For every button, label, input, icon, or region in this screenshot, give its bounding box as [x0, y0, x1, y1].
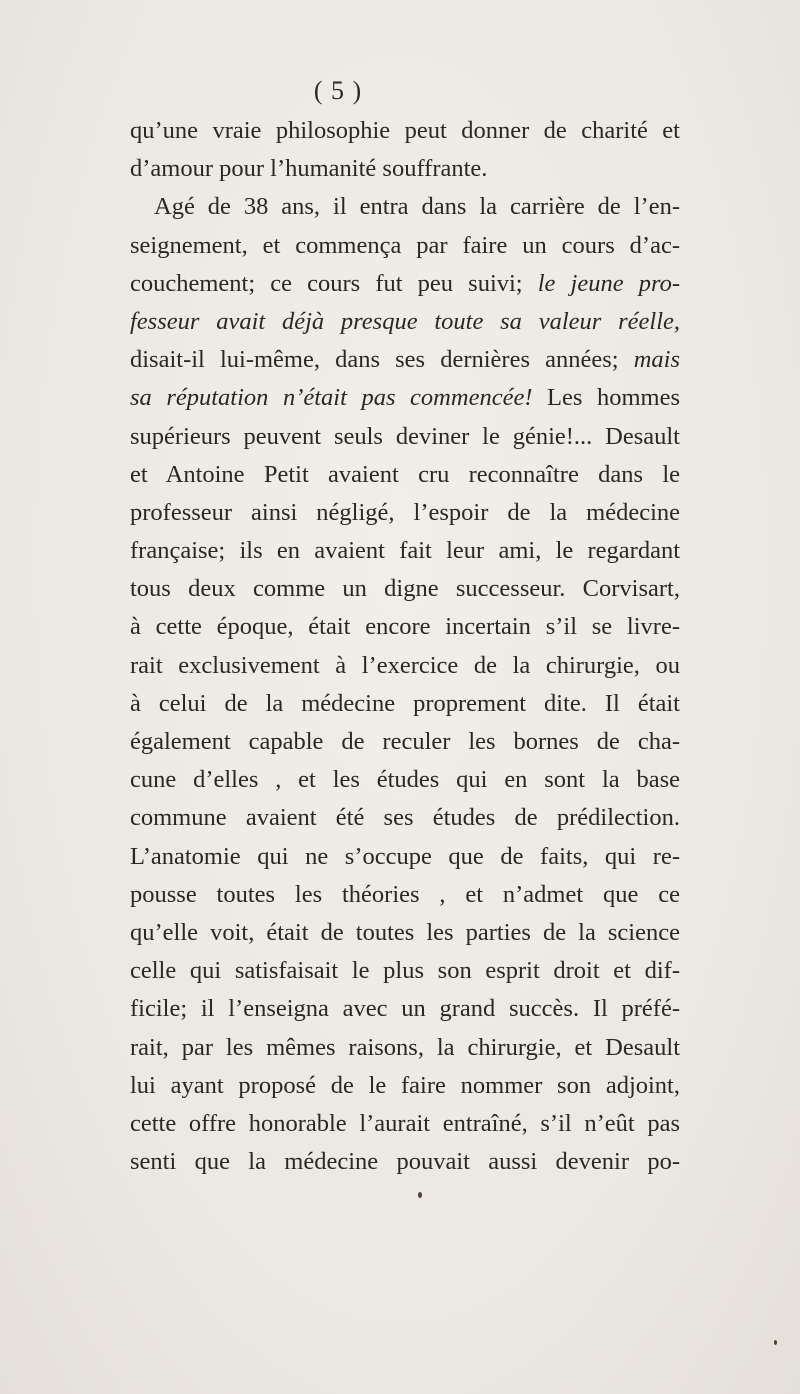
- text-line: française; ils en avaient fait leur ami, le regardant: [130, 537, 680, 565]
- text-line: cette offre honorable l’aurait entraîné, s’il n’eût pas: [130, 1109, 680, 1137]
- text-line: Agé de 38 ans, il entra dans la carrière de l’en-: [154, 193, 680, 221]
- ink-speck: [418, 1192, 422, 1198]
- text-line: professeur ainsi négligé, l’espoir de la médecine: [130, 498, 680, 526]
- text-line: [130, 303, 680, 341]
- italic-quote: fesseur avait déjà presque toute sa valeur réelle,: [130, 307, 680, 335]
- text-line: rait, par les mêmes raisons, la chirurgie, et Desault: [130, 1033, 680, 1061]
- text-line: celle qui satisfaisait le plus son esprit droit et dif-: [130, 957, 680, 985]
- text-line: sa réputation n’était pas commencée! Les hommes: [130, 384, 680, 412]
- text-line: cune d’elles , et les études qui en sont la base: [130, 766, 680, 794]
- ink-speck: [774, 1340, 777, 1345]
- text-line: rait exclusivement à l’exercice de la chirurgie, ou: [130, 651, 680, 679]
- text-line: couchement; ce cours fut peu suivi; le jeune pro-: [130, 269, 680, 297]
- text-line: à cette époque, était encore incertain s’il se livre-: [130, 613, 680, 641]
- body-text: [130, 112, 680, 1181]
- text-line: à celui de la médecine proprement dite. Il était: [130, 689, 680, 717]
- page-number: ( 5 ): [313, 76, 363, 105]
- text-line: disait-il lui-même, dans ses dernières années; mais: [130, 346, 680, 374]
- text-line: ficile; il l’enseigna avec un grand succès. Il préfé-: [130, 995, 680, 1023]
- text-line: L’anatomie qui ne s’occupe que de faits, qui re-: [130, 842, 680, 870]
- italic-quote: le jeune pro-: [537, 269, 680, 297]
- text-line: lui ayant proposé de le faire nommer son adjoint,: [130, 1071, 680, 1099]
- text-line: pousse toutes les théories , et n’admet que ce: [130, 880, 680, 908]
- text-line: seignement, et commença par faire un cours d’ac-: [130, 231, 680, 259]
- text-line: senti que la médecine pouvait aussi devenir po-: [130, 1148, 680, 1176]
- italic-quote: sa réputation n’était pas commencée!: [130, 384, 533, 412]
- text-line: d’amour pour l’humanité souffrante.: [130, 155, 488, 183]
- text-line: également capable de reculer les bornes de cha-: [130, 728, 680, 755]
- italic-quote: mais: [633, 346, 680, 374]
- text-line: supérieurs peuvent seuls deviner le génie!... Desault: [130, 422, 680, 450]
- text-line: tous deux comme un digne successeur. Corvisart,: [130, 575, 680, 603]
- text-line: commune avaient été ses études de prédilection.: [130, 804, 680, 832]
- text-line: et Antoine Petit avaient cru reconnaître dans le: [130, 460, 680, 488]
- text-line: qu’une vraie philosophie peut donner de charité et: [130, 117, 680, 144]
- text-line: qu’elle voit, était de toutes les parties de la science: [130, 918, 680, 946]
